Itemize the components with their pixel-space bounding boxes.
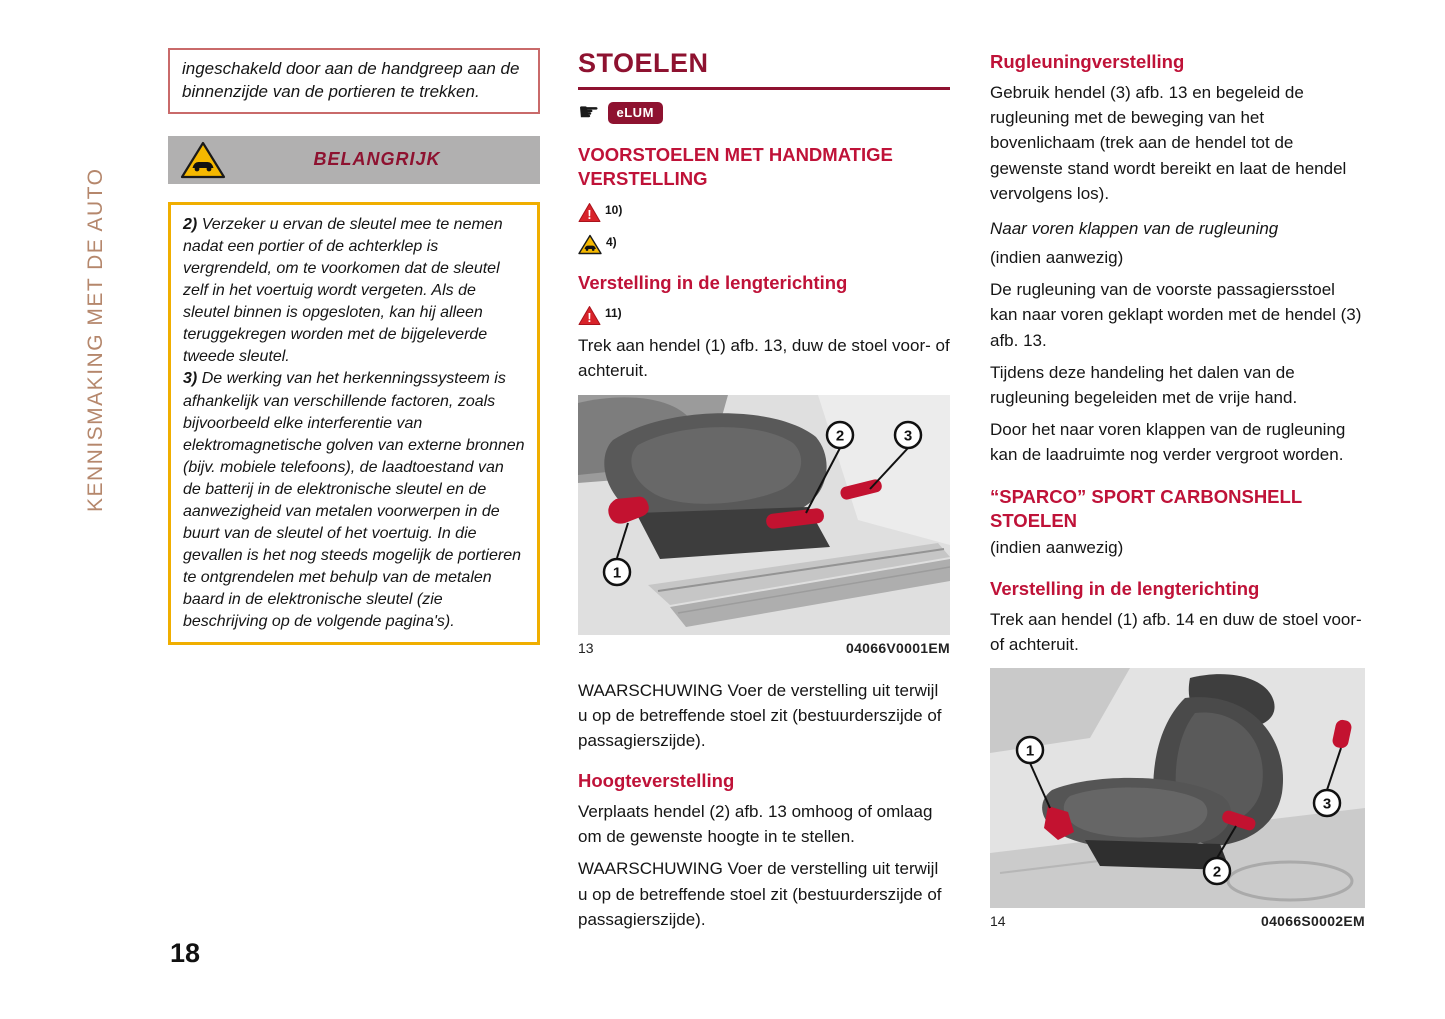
heading-backrest-adjustment: Rugleuningverstelling <box>990 51 1185 72</box>
svg-text:!: ! <box>587 208 592 223</box>
figure-14 <box>990 668 1365 929</box>
figure-13-callout-2 <box>827 422 853 448</box>
para-fold-1: De rugleuning van de voorste passagiersstoel kan naar voren geklapt worden met de hendel (3) afb. 13. <box>990 280 1362 350</box>
if-present-note: (indien aanwezig) <box>990 248 1124 268</box>
svg-text:3: 3 <box>903 427 913 445</box>
column-left <box>168 48 540 645</box>
heading-length-adjustment: Verstelling in de lengterichting <box>578 272 848 294</box>
warning-ref-number: 10) <box>605 203 623 218</box>
car-warning-triangle-icon <box>578 234 602 255</box>
heading-length-adjustment-sparco: Verstelling in de lengterichting <box>990 577 1260 599</box>
svg-text:2: 2 <box>1212 863 1222 881</box>
column-right <box>990 48 1365 929</box>
figure-14-number: 14 <box>990 913 1006 929</box>
heading-sparco-seats: “SPARCO” SPORT CARBONSHELL STOELEN <box>990 486 1302 532</box>
warning-ref-number: 4) <box>606 235 617 250</box>
figure-13-callout-1 <box>604 559 630 585</box>
important-banner <box>168 136 540 184</box>
footnote-2 <box>183 214 525 369</box>
chapter-sidebar-label <box>84 52 124 512</box>
para-length-adjustment: Trek aan hendel (1) afb. 13, duw de stoel voor- of achteruit. <box>578 336 950 381</box>
svg-text:1: 1 <box>1025 742 1035 760</box>
figure-14-callout-3 <box>1314 790 1340 816</box>
figure-13 <box>578 395 950 656</box>
column-middle <box>578 48 950 932</box>
warning-paragraph: WAARSCHUWING Voer de verstelling uit terwijl u op de betreffende stoel zit (bestuurderszijde of passagierszijde). <box>578 680 942 750</box>
figure-13-number: 13 <box>578 639 594 656</box>
footnote-3-number: 3) <box>183 370 198 388</box>
svg-text:!: ! <box>587 311 592 326</box>
elum-badge: eLUM <box>608 102 663 124</box>
svg-text:2: 2 <box>835 427 845 445</box>
figure-13-seat-image <box>578 395 950 635</box>
figure-14-callout-2 <box>1204 858 1230 884</box>
svg-text:1: 1 <box>612 564 622 582</box>
para-backrest: Gebruik hendel (3) afb. 13 en begeleid de rugleuning met de beweging van het bovenlichaam (trek aan de hendel tot de gewenste stand wordt bereikt en laat de hendel vervolgens los). <box>990 83 1347 203</box>
figure-14-code: 04066S0002EM <box>1260 913 1365 929</box>
car-warning-triangle-icon <box>180 140 226 180</box>
para-height-adjustment: Verplaats hendel (2) afb. 13 omhoog of omlaag om de gewenste hoogte in te stellen. <box>578 802 933 847</box>
figure-13-callout-3 <box>895 422 921 448</box>
figure-13-caption <box>578 640 950 656</box>
footnote-3-text: De werking van het herkenningssysteem is afhankelijk van verschillende factoren, zoals bijvoorbeeld elke interferentie van elektromagnetische golven van externe bronnen (bijv. mobiele telefoons), de laadtoestand van de batterij in de elektronische sleutel en de aanwezigheid van metalen voorwerpen in de buurt van de sleutel of het voertuig. In die gevallen is het nog steeds mogelijk de portieren te ontgrendelen met behulp van de metalen baard in de elektronische sleutel (zie beschrijving op de volgende pagina's). <box>183 370 525 631</box>
para-length-sparco: Trek aan hendel (1) afb. 14 en duw de stoel voor- of achteruit. <box>990 609 1362 654</box>
svg-text:3: 3 <box>1322 795 1332 813</box>
continued-note-text: ingeschakeld door aan de handgreep aan de binnenzijde van de portieren te trekken. <box>182 59 520 101</box>
pointing-hand-icon: ☛ <box>578 99 600 126</box>
footnote-3 <box>183 368 525 633</box>
warning-triangle-red-icon <box>578 202 601 223</box>
heading-height-adjustment: Hoogteverstelling <box>578 770 735 791</box>
subhead-fold-forward: Naar voren klappen van de rugleuning <box>990 218 1279 238</box>
warning-paragraph: WAARSCHUWING Voer de verstelling uit terwijl u op de betreffende stoel zit (bestuurderszijde of passagierszijde). <box>578 859 942 929</box>
warning-ref-number: 11) <box>605 306 622 321</box>
continued-note-box <box>168 48 540 114</box>
para-fold-2: Tijdens deze handeling het dalen van de rugleuning begeleiden met de vrije hand. <box>990 362 1298 407</box>
figure-14-caption <box>990 913 1365 929</box>
footnotes-box <box>168 202 540 645</box>
if-present-note: (indien aanwezig) <box>990 538 1124 558</box>
chapter-section-title: STOELEN <box>578 48 709 78</box>
page-number: 18 <box>170 938 201 968</box>
figure-14-callout-1 <box>1017 737 1043 763</box>
para-fold-3: Door het naar voren klappen van de rugleuning kan de laadruimte nog verder vergroot worden. <box>990 420 1346 465</box>
warning-ref-row <box>578 305 950 326</box>
footnote-2-number: 2) <box>183 215 198 233</box>
heading-manual-front-seats: VOORSTOELEN MET HANDMATIGE VERSTELLING <box>578 144 893 190</box>
chapter-title-vertical: KENNISMAKING MET DE AUTO <box>84 167 107 512</box>
footnote-2-text: Verzeker u ervan de sleutel mee te nemen nadat een portier of de achterklep is vergrendeld, om te voorkomen dat de sleutel zelf in het voertuig wordt vergeten. Als de sleutel binnen is opgesloten, kan hij alleen teruggekregen worden met de bijgeleverde tweede sleutel. <box>183 215 503 366</box>
warning-ref-row <box>578 202 950 223</box>
figure-13-code: 04066V0001EM <box>845 639 950 656</box>
elum-reference <box>578 101 950 125</box>
title-rule <box>578 87 950 90</box>
important-label: BELANGRIJK <box>313 149 441 170</box>
figure-14-sport-seat-image <box>990 668 1365 908</box>
warning-ref-row <box>578 234 950 255</box>
warning-triangle-red-icon <box>578 305 601 326</box>
